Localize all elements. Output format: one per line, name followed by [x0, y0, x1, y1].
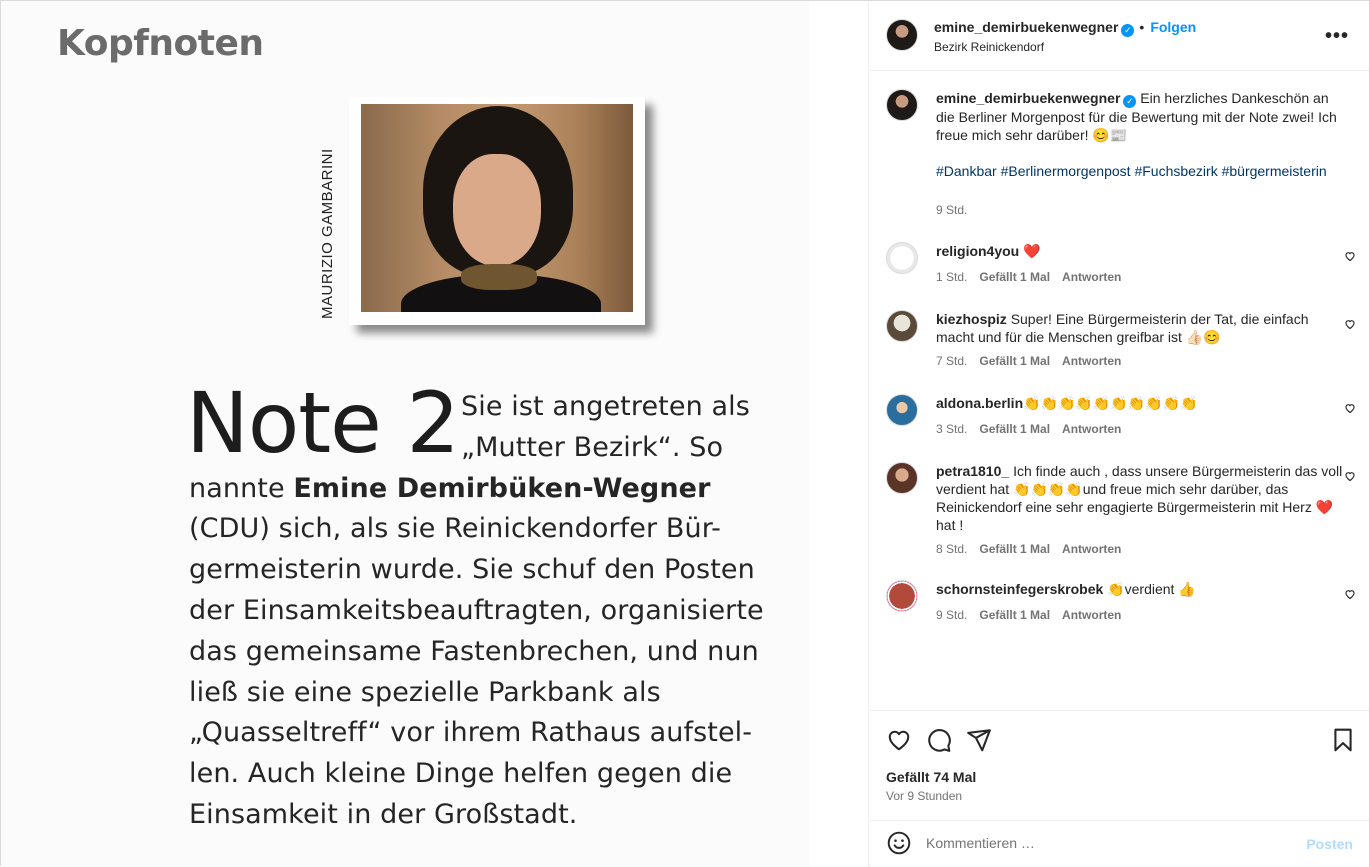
portrait-scarf-shape [461, 264, 537, 290]
caption-hashtags[interactable]: #Dankbar #Berlinermorgenpost #Fuchsbezirk #bürgermeisterin [936, 163, 1327, 179]
comment-avatar[interactable] [886, 580, 918, 612]
article-line: (CDU) sich, als sie Reinickendorfer Bür- [189, 513, 722, 545]
comment-username[interactable]: kiezhospiz [936, 311, 1007, 327]
note-label: Note 2 [186, 374, 459, 472]
comment-username[interactable]: aldona.berlin [936, 395, 1024, 411]
comment-like-heart-icon[interactable] [1344, 588, 1356, 600]
comment-reply-button[interactable]: Antworten [1062, 422, 1122, 436]
post-media[interactable] [1, 1, 869, 867]
article-line-prefix: nannte [189, 472, 294, 504]
comment-likes[interactable]: Gefällt 1 Mal [979, 542, 1051, 556]
comment-text-block [936, 394, 1346, 412]
portrait-face-shape [453, 154, 541, 266]
caption-meta [936, 203, 979, 217]
comment-username[interactable]: petra1810_ [936, 463, 1010, 479]
comment-text: Ich finde auch , dass unsere Bürgermeisterin das voll verdient hat 👏👏👏👏und freue mich sehr darüber, das Reinickendorf eine sehr engagierte Bürgermeisterin mit Herz ❤️ hat ! [936, 463, 1343, 533]
comment-input[interactable] [926, 835, 1286, 851]
author-avatar[interactable] [886, 19, 918, 51]
author-row [934, 19, 1196, 37]
clipping-heading: Kopfnoten [57, 23, 264, 64]
post-comment-button[interactable]: Posten [1306, 836, 1353, 852]
comment-composer [870, 820, 1369, 867]
caption-time: 9 Std. [936, 203, 968, 217]
like-count[interactable]: Gefällt 74 Mal [886, 769, 977, 785]
media-margin [809, 1, 869, 867]
article-line: len. Auch kleine Dinge helfen gegen die [189, 758, 733, 790]
article-line: das gemeinsame Fastenbrechen, und nun [189, 635, 759, 667]
caption-item [886, 89, 1356, 219]
comment-likes[interactable]: Gefällt 1 Mal [979, 608, 1051, 622]
article-line: Sie ist angetreten als [461, 391, 750, 422]
article-line: germeisterin wurde. Sie schuf den Posten [189, 554, 755, 586]
comment-like-heart-icon[interactable] [1344, 402, 1356, 414]
emoji-smiley-icon[interactable] [886, 830, 912, 856]
comment-text: 👏verdient 👍 [1107, 581, 1196, 597]
comment-reply-button[interactable]: Antworten [1062, 270, 1122, 284]
article-line [189, 469, 789, 510]
author-username[interactable]: emine_demirbuekenwegner [934, 19, 1119, 35]
caption-avatar[interactable] [886, 89, 918, 121]
post-actions [870, 710, 1369, 820]
comment-avatar[interactable] [886, 310, 918, 342]
comments-list[interactable] [870, 72, 1369, 710]
comment-meta [936, 608, 1133, 622]
like-heart-icon[interactable] [886, 727, 912, 753]
comment-time: 1 Std. [936, 270, 968, 284]
comment-text-block [936, 310, 1346, 346]
comment-item [886, 242, 1356, 292]
location-link[interactable]: Bezirk Reinickendorf [934, 40, 1045, 54]
comment-meta [936, 422, 1133, 436]
article-text [189, 387, 789, 836]
article-line: Einsamkeit in der Großstadt. [189, 798, 578, 830]
comment-item [886, 394, 1356, 444]
share-send-icon[interactable] [966, 727, 992, 753]
verified-badge-icon: ✓ [1121, 24, 1134, 37]
comment-avatar[interactable] [886, 394, 918, 426]
portrait-photo [361, 104, 633, 312]
comment-text: Super! Eine Bürgermeisterin der Tat, die einfach macht und für die Menschen greifbar ist 👍🏻😊 [936, 311, 1309, 345]
comment-likes[interactable]: Gefällt 1 Mal [979, 422, 1051, 436]
article-line: „Quasseltreff“ vor ihrem Rathaus aufstel- [189, 717, 753, 749]
post-timestamp: Vor 9 Stunden [886, 789, 963, 803]
comment-text: ❤️ [1023, 243, 1041, 259]
comment-username[interactable]: schornsteinfegerskrobek [936, 581, 1104, 597]
comment-reply-button[interactable]: Antworten [1062, 542, 1122, 556]
comment-text-block [936, 242, 1346, 260]
comment-text-block [936, 462, 1346, 534]
comment-meta [936, 542, 1133, 556]
comment-reply-button[interactable]: Antworten [1062, 354, 1122, 368]
post-sidebar [870, 1, 1369, 867]
post-header [870, 1, 1369, 71]
article-name-bold: Emine Demirbüken-Wegner [293, 472, 711, 504]
comment-time: 8 Std. [936, 542, 968, 556]
follow-button[interactable]: Folgen [1150, 19, 1197, 35]
comment-time: 9 Std. [936, 608, 968, 622]
article-line: ließ sie eine spezielle Parkbank als [189, 676, 661, 708]
caption-text-block [936, 89, 1346, 180]
article-line: der Einsamkeitsbeauftragten, organisierte [189, 594, 764, 626]
comment-bubble-icon[interactable] [926, 727, 952, 753]
comment-text-block [936, 580, 1346, 598]
comment-avatar[interactable] [886, 462, 918, 494]
comment-meta [936, 354, 1133, 368]
article-line: „Mutter Bezirk“. So [461, 431, 724, 463]
verified-badge-icon: ✓ [1123, 95, 1136, 108]
photo-credit: MAURIZIO GAMBARINI [319, 148, 336, 319]
comment-reply-button[interactable]: Antworten [1062, 608, 1122, 622]
portrait-photo-frame [349, 97, 645, 325]
more-options-icon[interactable]: ••• [1324, 25, 1349, 47]
comment-text: 👏👏👏👏👏👏👏👏👏👏 [1023, 395, 1198, 411]
comment-time: 3 Std. [936, 422, 968, 436]
newspaper-clipping [1, 1, 809, 867]
comment-username[interactable]: religion4you [936, 243, 1020, 259]
comment-time: 7 Std. [936, 354, 968, 368]
comment-like-heart-icon[interactable] [1344, 250, 1356, 262]
comment-meta [936, 270, 1133, 284]
comment-likes[interactable]: Gefällt 1 Mal [979, 270, 1051, 284]
caption-username[interactable]: emine_demirbuekenwegner [936, 90, 1121, 106]
comment-avatar[interactable] [886, 242, 918, 274]
comment-item [886, 580, 1356, 630]
comment-like-heart-icon[interactable] [1344, 318, 1356, 330]
comment-item [886, 462, 1356, 562]
comment-likes[interactable]: Gefällt 1 Mal [979, 354, 1051, 368]
comment-item [886, 310, 1356, 380]
caption-text: Ein herzliches Dankeschön an die Berliner Morgenpost für die Bewertung mit der Note zwei! Ich freue mich sehr darüber! 😊📰 [936, 90, 1337, 143]
save-bookmark-icon[interactable] [1330, 727, 1356, 753]
separator-dot: • [1139, 19, 1145, 35]
comment-like-heart-icon[interactable] [1344, 470, 1356, 482]
